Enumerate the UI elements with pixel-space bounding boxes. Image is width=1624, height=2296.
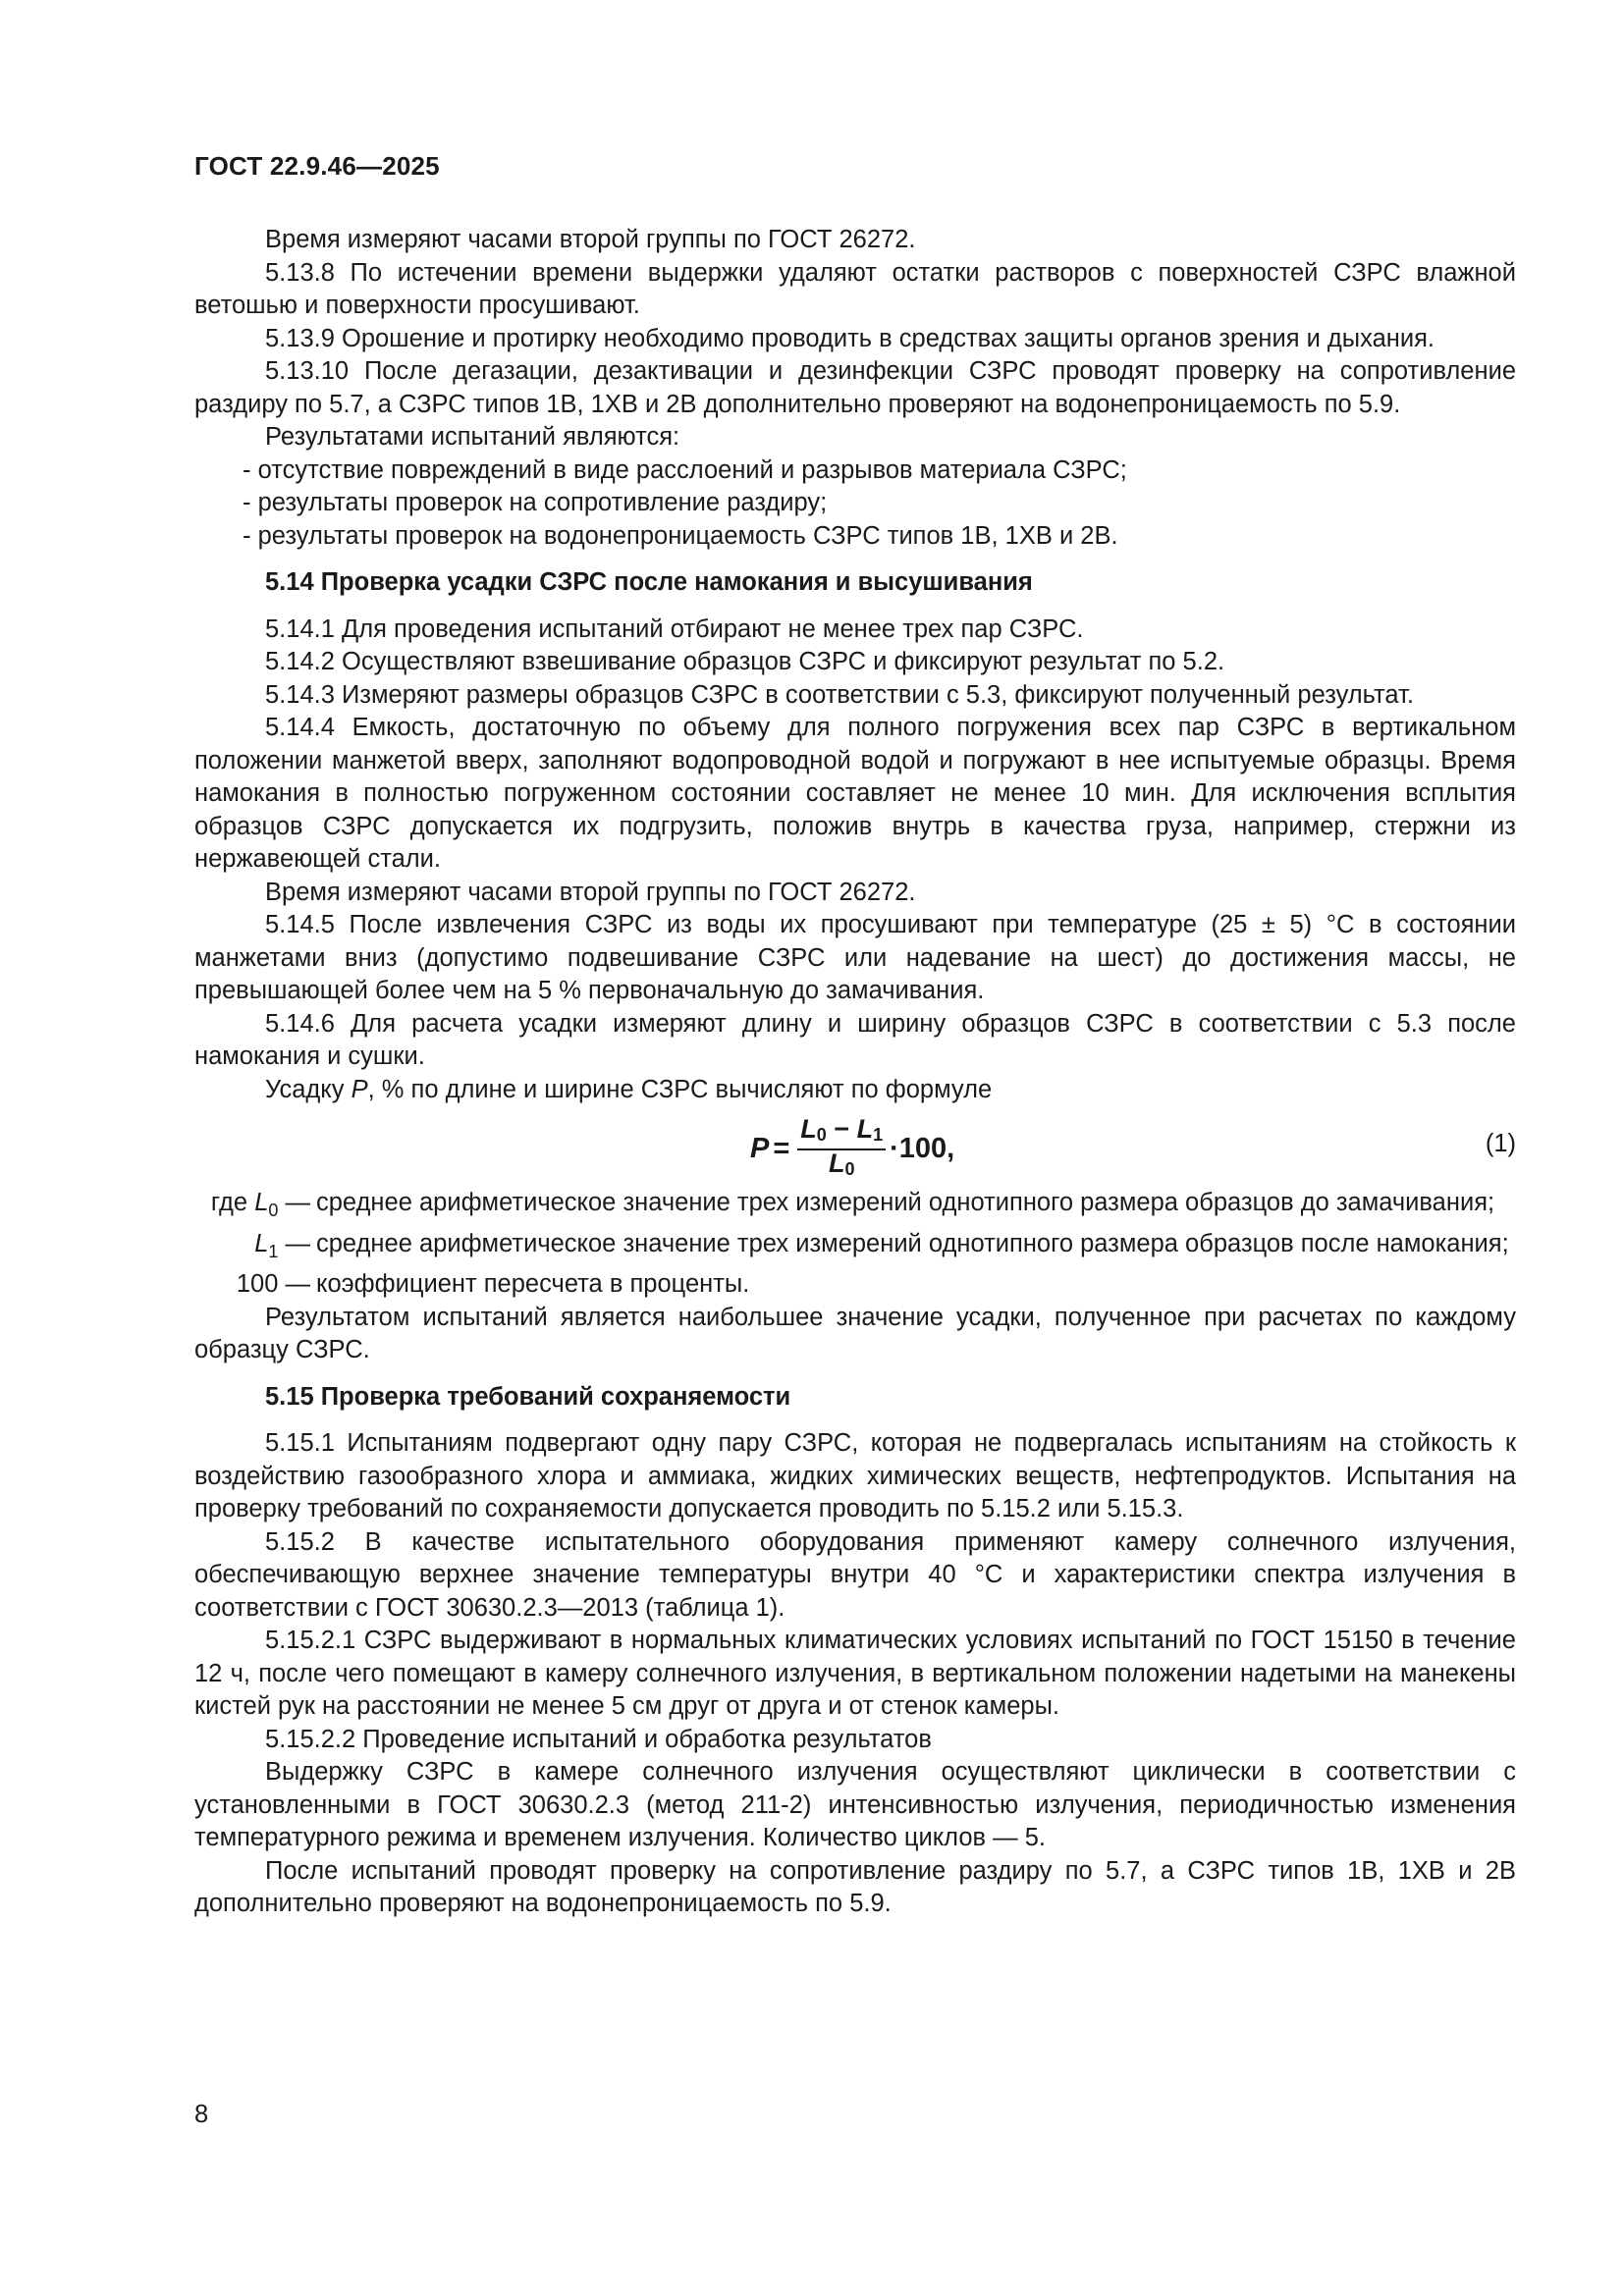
page-header: ГОСТ 22.9.46—2025 [194, 151, 440, 181]
fraction-denominator: $L_0$ [828, 1148, 855, 1179]
paragraph: После испытаний проводят проверку на сопротивление раздиру по 5.7, а СЗРС типов 1В, 1ХВ и 2В дополнительно проверяют на водонепроницаемость по 5.9. [194, 1856, 1516, 1918]
definition-row: $L_1$ — среднее арифметическое значение трех измерений однотипного размера образцов после намокания; [254, 1229, 1509, 1261]
paragraph: 5.14.3 Измеряют размеры образцов СЗРС в соответствии с 5.3, фиксируют полученный результат. [265, 680, 1414, 709]
paragraph: 5.14.1 Для проведения испытаний отбирают не менее трех пар СЗРС. [265, 614, 1084, 643]
paragraph: 5.15.2.2 Проведение испытаний и обработка результатов [265, 1725, 932, 1753]
page-number: 8 [194, 2101, 209, 2128]
paragraph: Выдержку СЗРС в камере солнечного излучения осуществляют циклически в соответствии с установленными в ГОСТ 30630.2.3 (метод 211-2) интенсивностью излучения, периодичностью изменения температурного режима и временем излучения. Количество циклов — 5. [194, 1758, 1516, 1852]
paragraph: 5.15.2.1 СЗРС выдерживают в нормальных климатических условиях испытаний по ГОСТ 15150 в течение 12 ч, после чего помещают в камеру солнечного излучения, в вертикальном положении надетыми на манекены кистей рук на расстоянии не менее 5 см друг от друга и от стенок камеры. [194, 1627, 1516, 1721]
paragraph: 5.15.2 В качестве испытательного оборудования применяют камеру солнечного излучения, обеспечивающую верхнее значение температуры внутри 40 °С и характеристики спектра излучения в соответствии с ГОСТ 30630.2.3—2013 (таблица 1). [194, 1527, 1516, 1622]
formula-definitions [194, 1187, 1516, 1302]
list-item: - результаты проверок на сопротивление раздиру; [243, 489, 828, 516]
paragraph: 5.13.10 После дегазации, дезактивации и дезинфекции СЗРС проводят проверку на сопротивление раздиру по 5.7, а СЗРС типов 1В, 1ХВ и 2В дополнительно проверяют на водонепроницаемость по 5.9. [194, 357, 1516, 418]
paragraph: 5.13.8 По истечении времени выдержки удаляют остатки растворов с поверхностей СЗРС влажной ветошью и поверхности просушивают. [194, 258, 1516, 319]
paragraph: 5.14.5 После извлечения СЗРС из воды их просушивают при температуре (25 ± 5) °С в состоянии манжетами вниз (допустимо подвешивание СЗРС или надевание на шест) до достижения массы, не превышающей более чем на 5 % первоначальную до замачивания. [194, 911, 1516, 1004]
paragraph: 5.13.9 Орошение и протирку необходимо проводить в средствах защиты органов зрения и дыхания. [265, 324, 1435, 352]
fraction-numerator: $L_0 - L_1$ [797, 1116, 886, 1150]
paragraph: 5.14.4 Емкость, достаточную по объему для полного погружения всех пар СЗРС в вертикальном положении манжетой вверх, заполняют водопроводной водой и погружают в нее испытуемые образцы. Время намокания в полностью погруженном состоянии составляет не менее 10 мин. Для исключения всплытия образцов СЗРС допускается их подгрузить, положив внутрь в качества груза, например, стержни из нержавеющей стали. [194, 714, 1516, 873]
section-heading-5-14: 5.14 Проверка усадки СЗРС после намокания и высушивания [265, 568, 1033, 596]
paragraph: 5.14.2 Осуществляют взвешивание образцов СЗРС и фиксируют результат по 5.2. [265, 648, 1225, 675]
paragraph: Время измеряют часами второй группы по ГОСТ 26272. [265, 226, 916, 253]
equation-number: (1) [1485, 1130, 1516, 1157]
section-5-15 [194, 1427, 1516, 1921]
document-body [194, 224, 1516, 1921]
paragraph: Время измеряют часами второй группы по ГОСТ 26272. [265, 878, 916, 906]
paragraph: 5.15.1 Испытаниям подвергают одну пару СЗРС, которая не подвергалась испытаниям на стойкость к воздействию газообразного хлора и аммиака, жидких химических веществ, нефтепродуктов. Испытания на проверку требований по сохраняемости допускается проводить по 5.15.2 или 5.15.3. [194, 1429, 1516, 1523]
formula-fraction [797, 1116, 886, 1183]
list-item: - результаты проверок на водонепроницаемость СЗРС типов 1В, 1ХВ и 2В. [243, 521, 1118, 550]
paragraph: Результатом испытаний является наибольшее значение усадки, полученное при расчетах по каждому образцу СЗРС. [194, 1303, 1516, 1364]
list-item: - отсутствие повреждений в виде расслоений и разрывов материала СЗРС; [243, 455, 1127, 484]
shrinkage-formula: P = $\frac{L_0 - L_1}{L_0}$ · 100, [750, 1116, 954, 1183]
variable-p: Р [351, 1075, 368, 1103]
paragraph: 5.14.6 Для расчета усадки измеряют длину и ширину образцов СЗРС в соответствии с 5.3 после намокания и сушки. [194, 1009, 1516, 1070]
section-5-14 [194, 614, 1516, 1367]
block-513-end [194, 224, 1516, 553]
section-heading-5-15: 5.15 Проверка требований сохраняемости [265, 1382, 791, 1411]
definition-row: 100 — коэффициент пересчета в проценты. [236, 1270, 750, 1299]
formula-intro: Усадку Р, % по длине и ширине СЗРС вычисляют по формуле [265, 1075, 993, 1103]
paragraph: Результатами испытаний являются: [265, 423, 680, 451]
definition-row: где $L_0$ — среднее арифметическое значение трех измерений однотипного размера образцов до замачивания; [210, 1189, 1495, 1221]
formula-1 [194, 1112, 1516, 1177]
